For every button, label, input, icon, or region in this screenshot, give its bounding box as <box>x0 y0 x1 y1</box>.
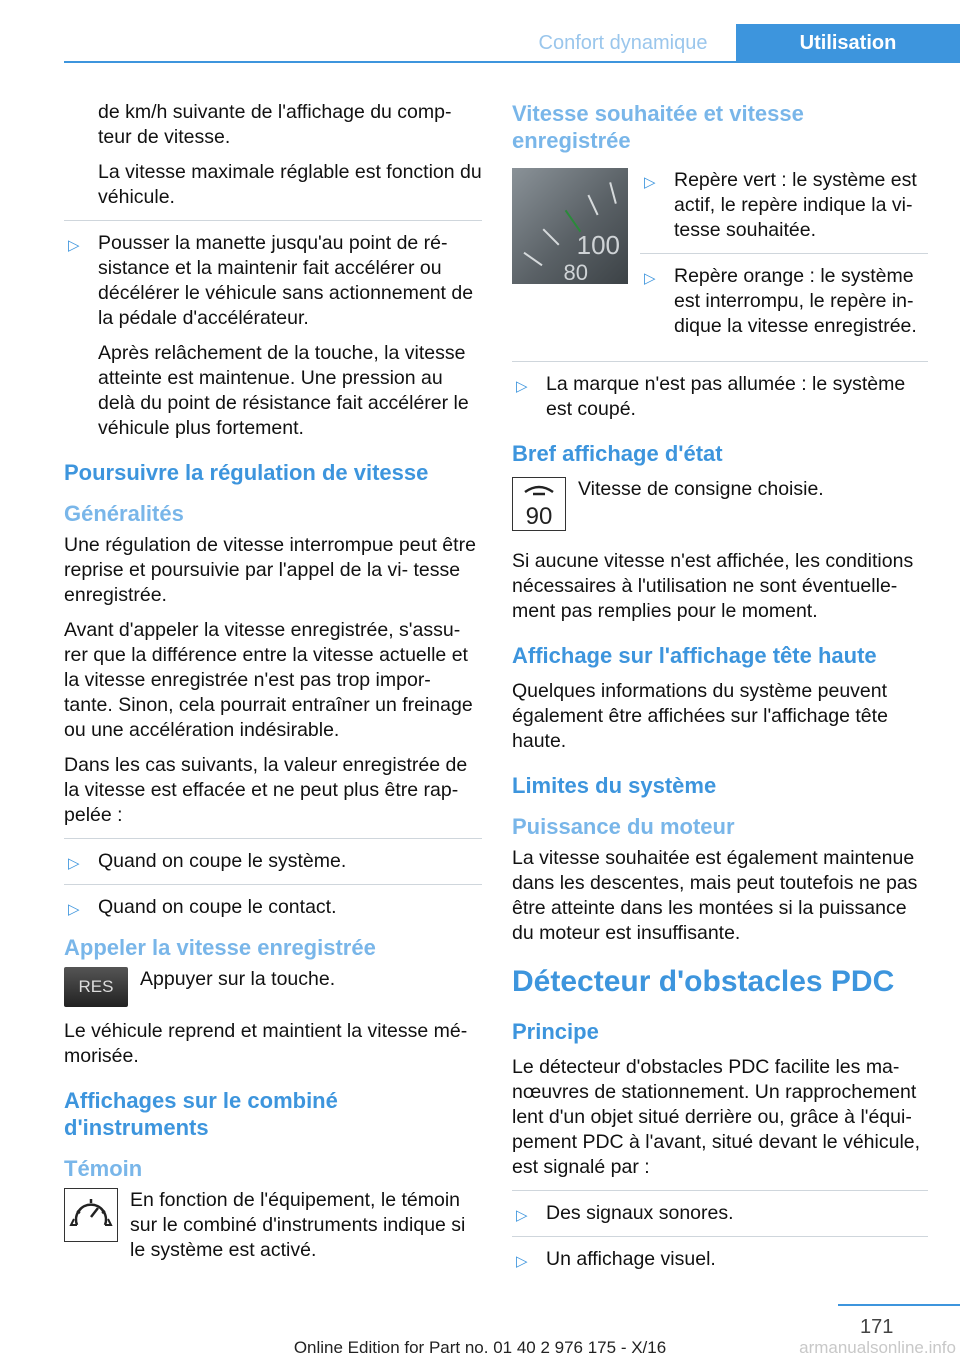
gauge-label: 80 <box>563 260 588 284</box>
section-heading: Limites du système <box>512 773 717 798</box>
triangle-bullet-icon: ▷ <box>644 270 656 287</box>
list-item: ▷ Un affichage visuel. <box>512 1247 928 1272</box>
header-rule <box>64 61 960 63</box>
paragraph: La vitesse maximale réglable est fonction du véhicule. <box>98 161 482 208</box>
paragraph: Si aucune vitesse n'est affichée, les conditions nécessaires à l'utilisation ne sont éventuelle‐ ment pas remplies pour le moment. <box>512 550 914 622</box>
divider <box>64 884 482 885</box>
watermark: armanualsonline.info <box>799 1338 956 1357</box>
subsection-heading: Généralités <box>64 501 184 526</box>
paragraph: Le véhicule reprend et maintient la vitesse mé‐ morisée. <box>64 1020 468 1067</box>
list-item: ▷ Repère vert : le système est actif, le repère indique la vi‐ tesse souhaitée. <box>644 169 917 241</box>
subsection-heading: Vitesse souhaitée et vitesse enregistrée <box>512 101 804 153</box>
gauge-row <box>512 168 928 349</box>
triangle-bullet-icon: ▷ <box>516 1207 528 1224</box>
section-heading: Principe <box>512 1019 599 1044</box>
section-heading: Poursuivre la régulation de vitesse <box>64 460 429 485</box>
divider <box>64 838 482 839</box>
paragraph: Une régulation de vitesse interrompue peut être reprise et poursuivie par l'appel de la vi‐ tesse enregistrée. <box>64 534 476 606</box>
divider <box>512 361 928 362</box>
list-item: ▷ Quand on coupe le contact. <box>64 895 482 920</box>
subsection-heading: Puissance du moteur <box>512 814 735 839</box>
triangle-bullet-icon: ▷ <box>68 237 80 254</box>
paragraph: Le détecteur d'obstacles PDC facilite les ma‐ nœuvres de stationnement. Un rapprochement lent d'un objet situé derrière ou, grâce à l'équi‐ pement PDC à l'avant, situé devant le véhicule, est signalé par : <box>512 1056 921 1178</box>
section-heading: Bref affichage d'état <box>512 441 723 466</box>
gauge-label: 100 <box>576 230 620 260</box>
divider <box>64 220 482 221</box>
subsection-heading: Appeler la vitesse enregistrée <box>64 935 376 960</box>
paragraph: de km/h suivante de l'affichage du comp‐ teur de vitesse. <box>98 101 452 148</box>
triangle-bullet-icon: ▷ <box>516 1253 528 1270</box>
header-section: Confort dynamique <box>538 32 708 54</box>
speed-setpoint-icon <box>512 477 566 531</box>
brief-text: Vitesse de consigne choisie. <box>578 478 824 500</box>
triangle-bullet-icon: ▷ <box>68 855 80 872</box>
divider <box>512 1190 928 1191</box>
paragraph: Après relâchement de la touche, la vitesse atteinte est maintenue. Une pression au delà du point de résistance fait accélérer le véhicule plus fortement. <box>98 342 469 439</box>
triangle-bullet-icon: ▷ <box>644 174 656 191</box>
list-item: ▷ Pousser la manette jusqu'au point de ré‐ sistance et la maintenir fait accélérer ou décélérer le véhicule sans actionnement de la pédale d'accélérateur. <box>68 232 474 329</box>
paragraph: La vitesse souhaitée est également maintenue dans les descentes, mais peut toutefois ne pas être atteinte dans les montées si la puissance du moteur est insuffisante. <box>512 847 918 944</box>
paragraph: Avant d'appeler la vitesse enregistrée, s'assu‐ rer que la différence entre la vitesse actuelle et la vitesse enregistrée n'est pas trop impor‐ tante. Sinon, cela pourrait entraîner un freinage ou une accélération indésirable. <box>64 619 473 741</box>
cruise-control-indicator-icon <box>64 1188 118 1242</box>
section-heading: Affichage sur l'affichage tête haute <box>512 643 877 668</box>
list-item: ▷ Des signaux sonores. <box>512 1201 928 1226</box>
right-column <box>512 100 928 1282</box>
res-button-icon: RES <box>64 967 128 1007</box>
paragraph: Quelques informations du système peuvent également être affichées sur l'affichage tête haute. <box>512 680 888 752</box>
edition-footer: Online Edition for Part no. 01 40 2 976 175 - X/16 <box>293 1338 667 1357</box>
speedometer-image <box>512 168 628 284</box>
triangle-bullet-icon: ▷ <box>516 378 528 395</box>
res-text: Appuyer sur la touche. <box>140 968 336 990</box>
indicator-text: En fonction de l'équipement, le témoin sur le combiné d'instruments indique si le système est activé. <box>130 1189 466 1261</box>
triangle-bullet-icon: ▷ <box>68 901 80 918</box>
list-item: ▷ Repère orange : le système est interrompu, le repère in‐ dique la vitesse enregistrée. <box>644 265 917 337</box>
speed-setpoint-value: 90 <box>525 503 553 530</box>
list-item: ▷ La marque n'est pas allumée : le système est coupé. <box>516 373 906 420</box>
page-number: 171 <box>860 1316 894 1338</box>
chapter-heading: Détecteur d'obstacles PDC <box>512 965 895 998</box>
header-chapter-tab[interactable]: Utilisation <box>736 24 960 62</box>
divider <box>640 253 928 254</box>
footer-rule <box>838 1304 960 1306</box>
left-column <box>64 100 482 1275</box>
paragraph: Dans les cas suivants, la valeur enregistrée de la vitesse est effacée et ne peut plus être rap‐ pelée : <box>64 754 468 826</box>
divider <box>512 1236 928 1237</box>
section-heading: Affichages sur le combiné d'instruments <box>64 1088 338 1140</box>
gauge-bullets <box>640 168 928 349</box>
subsection-heading: Témoin <box>64 1156 143 1181</box>
list-item: ▷ Quand on coupe le système. <box>64 849 482 874</box>
res-button-row <box>64 967 482 1007</box>
indicator-row <box>64 1188 482 1263</box>
brief-display-row <box>512 477 928 537</box>
